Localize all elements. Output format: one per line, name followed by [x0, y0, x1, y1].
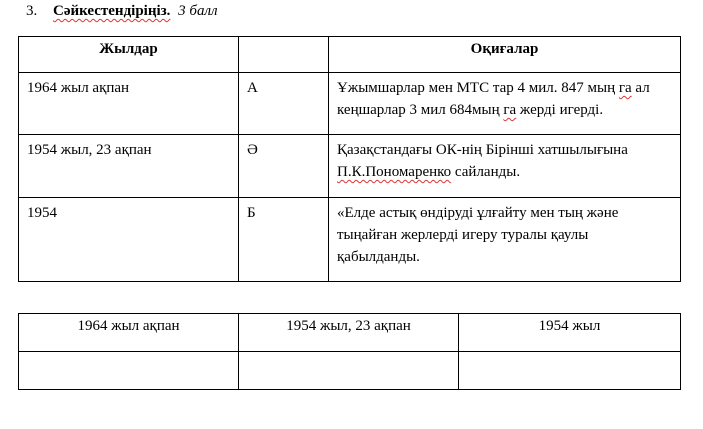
event-text-part: ал кеңшарлар 3 мил 684мың	[337, 80, 650, 118]
letter-cell: Б	[239, 198, 329, 282]
answer-header-cell: 1954 жыл, 23 ақпан	[239, 314, 459, 352]
years-header: Жылдар	[19, 37, 239, 73]
answer-table	[18, 313, 681, 390]
answer-blank-cell[interactable]	[459, 352, 681, 390]
event-text-part: Ұжымшарлар мен МТС тар 4 мил. 847 мың	[337, 80, 619, 96]
answer-blank-cell[interactable]	[239, 352, 459, 390]
question-points: 3 балл	[178, 3, 218, 19]
event-text-part: жерді игерді.	[516, 102, 604, 118]
letter-cell: Ә	[239, 135, 329, 198]
events-header: Оқиғалар	[329, 37, 681, 73]
question-number: 3.	[26, 3, 38, 19]
event-text-marked: га	[618, 80, 632, 96]
year-cell: 1954	[19, 198, 239, 282]
event-cell: «Елде астық өндіруді ұлғайту мен тың және тыңайған жерлерді игеру туралы қаулы қабылданды.	[329, 198, 681, 282]
table-row	[19, 198, 681, 282]
year-cell: 1964 жыл ақпан	[19, 73, 239, 135]
year-cell: 1954 жыл, 23 ақпан	[19, 135, 239, 198]
event-text-marked: га	[503, 102, 517, 118]
table-row	[19, 135, 681, 198]
table-row	[19, 73, 681, 135]
question-title: Сәйкестендіріңіз.	[53, 3, 171, 19]
letter-header	[239, 37, 329, 73]
answer-header-row	[19, 314, 681, 352]
answer-blank-row	[19, 352, 681, 390]
event-text-part: сайланды.	[451, 164, 521, 180]
answer-blank-cell[interactable]	[19, 352, 239, 390]
letter-cell: А	[239, 73, 329, 135]
event-text-part: Қазақстандағы ОК-нің Бірінші хатшылығына	[337, 142, 628, 158]
answer-header-cell: 1964 жыл ақпан	[19, 314, 239, 352]
question-heading	[26, 2, 218, 20]
matching-table	[18, 36, 681, 282]
matching-table-header-row	[19, 37, 681, 73]
event-cell	[329, 73, 681, 135]
event-text-marked: П.К.Пономаренко	[337, 164, 452, 180]
answer-header-cell: 1954 жыл	[459, 314, 681, 352]
event-cell	[329, 135, 681, 198]
